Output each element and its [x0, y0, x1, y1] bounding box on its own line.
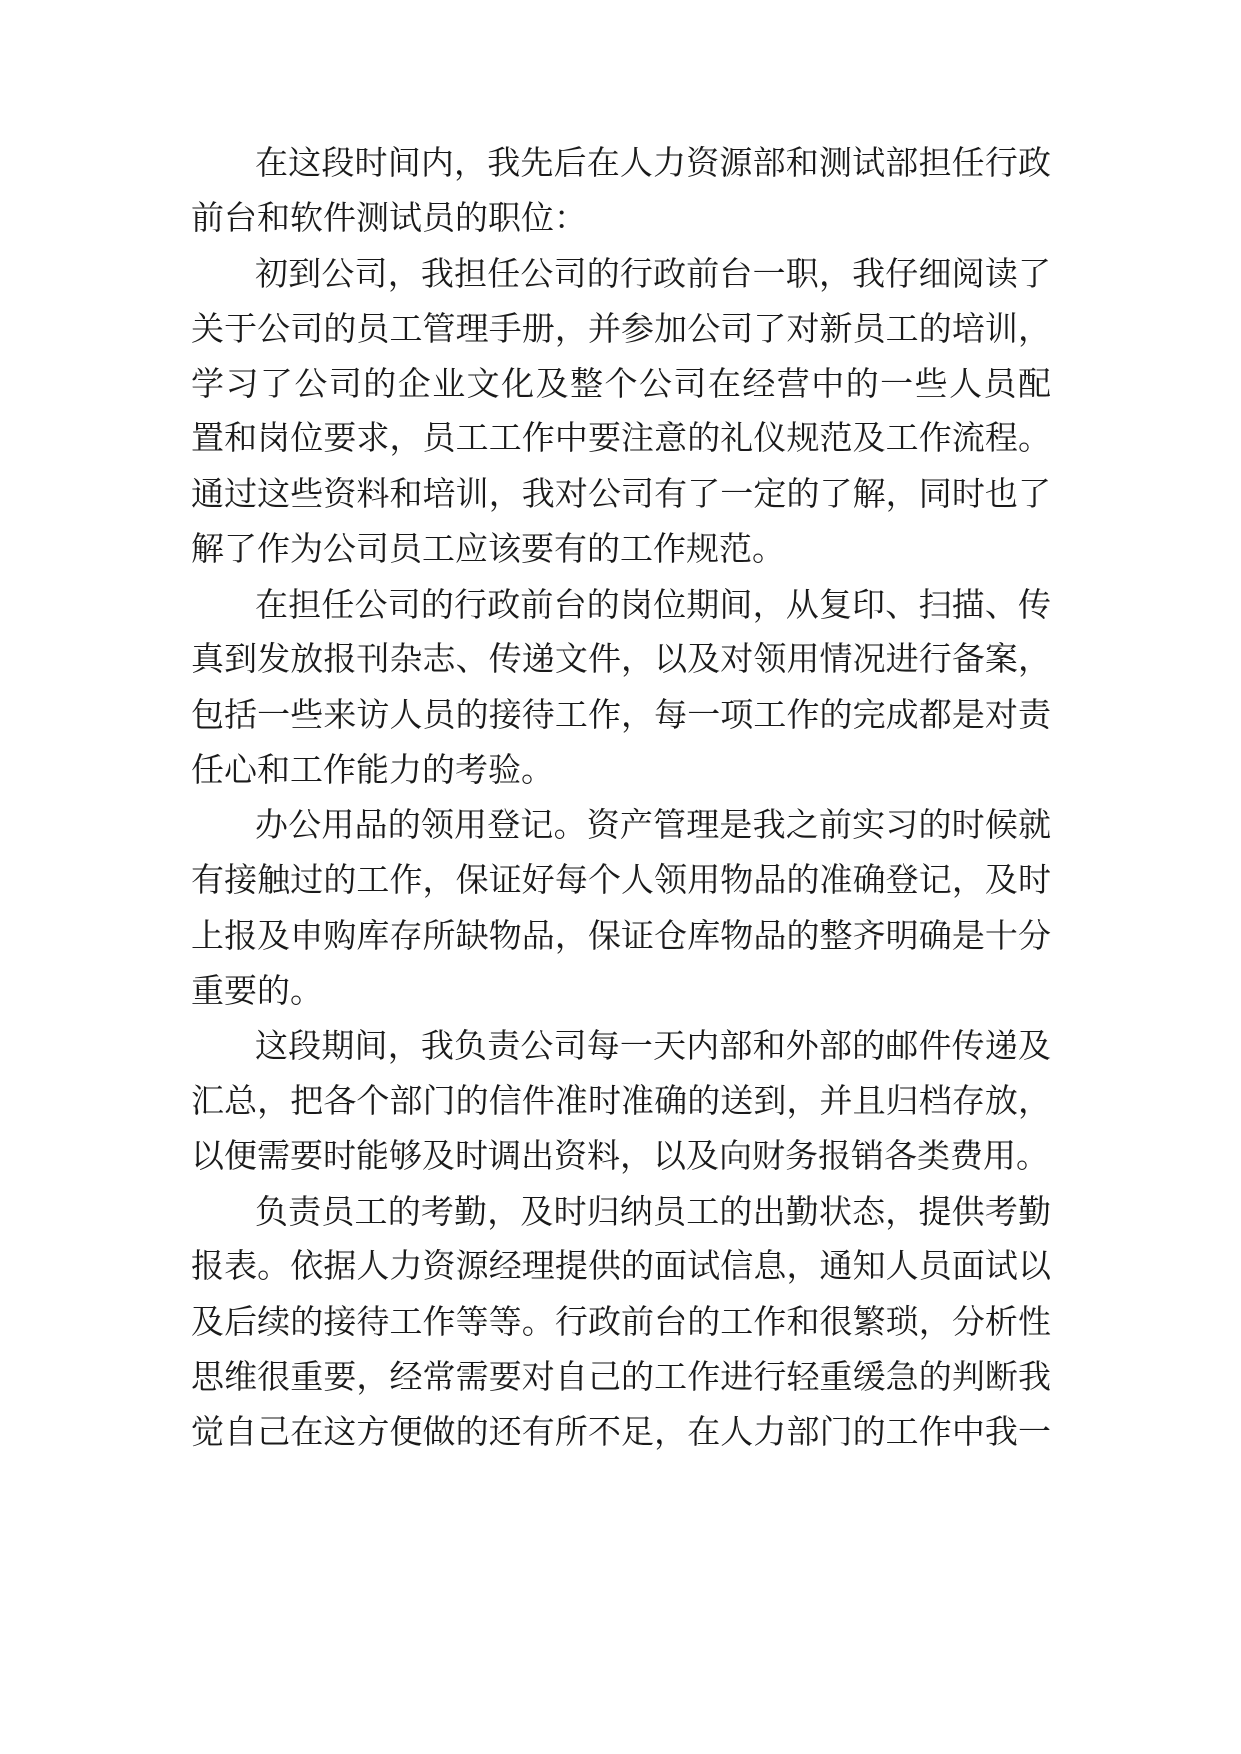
- paragraph-2-line-3: 学习了公司的企业文化及整个公司在经营中的一些人员配: [191, 364, 1051, 403]
- paragraph-3-line-2: 真到发放报刊杂志、传递文件，以及对领用情况进行备案，: [191, 639, 1051, 678]
- paragraph-4-line-3: 上报及申购库存所缺物品，保证仓库物品的整齐明确是十分: [191, 916, 1051, 955]
- paragraph-6-line-2: 报表。依据人力资源经理提供的面试信息，通知人员面试以: [191, 1246, 1051, 1285]
- paragraph-3-line-4: 任心和工作能力的考验。: [191, 750, 554, 789]
- paragraph-4-line-1: 办公用品的领用登记。资产管理是我之前实习的时候就: [255, 805, 1051, 844]
- paragraph-6-line-5: 觉自己在这方便做的还有所不足，在人力部门的工作中我一: [191, 1412, 1051, 1451]
- paragraph-4-line-4: 重要的。: [191, 971, 323, 1010]
- paragraph-2-line-5: 通过这些资料和培训，我对公司有了一定的了解，同时也了: [191, 474, 1051, 513]
- paragraph-2-line-1: 初到公司，我担任公司的行政前台一职，我仔细阅读了: [255, 254, 1051, 293]
- paragraph-6-line-3: 及后续的接待工作等等。行政前台的工作和很繁琐，分析性: [191, 1302, 1051, 1341]
- paragraph-2-line-2: 关于公司的员工管理手册，并参加公司了对新员工的培训，: [191, 309, 1051, 348]
- paragraph-6-line-4: 思维很重要，经常需要对自己的工作进行轻重缓急的判断我: [191, 1357, 1051, 1396]
- paragraph-5-line-3: 以便需要时能够及时调出资料，以及向财务报销各类费用。: [191, 1136, 1049, 1175]
- paragraph-1-line-2: 前台和软件测试员的职位：: [191, 198, 587, 237]
- paragraph-3-line-1: 在担任公司的行政前台的岗位期间，从复印、扫描、传: [255, 585, 1051, 624]
- paragraph-2-line-6: 解了作为公司员工应该要有的工作规范。: [191, 529, 785, 568]
- paragraph-4-line-2: 有接触过的工作，保证好每个人领用物品的准确登记，及时: [191, 860, 1051, 899]
- paragraph-3-line-3: 包括一些来访人员的接待工作，每一项工作的完成都是对责: [191, 695, 1051, 734]
- paragraph-2-line-4: 置和岗位要求，员工工作中要注意的礼仪规范及工作流程。: [191, 418, 1051, 457]
- paragraph-6-line-1: 负责员工的考勤，及时归纳员工的出勤状态，提供考勤: [255, 1192, 1051, 1231]
- paragraph-5-line-1: 这段期间，我负责公司每一天内部和外部的邮件传递及: [255, 1026, 1051, 1065]
- paragraph-1-line-1: 在这段时间内，我先后在人力资源部和测试部担任行政: [255, 143, 1051, 182]
- paragraph-5-line-2: 汇总，把各个部门的信件准时准确的送到，并且归档存放，: [191, 1081, 1051, 1120]
